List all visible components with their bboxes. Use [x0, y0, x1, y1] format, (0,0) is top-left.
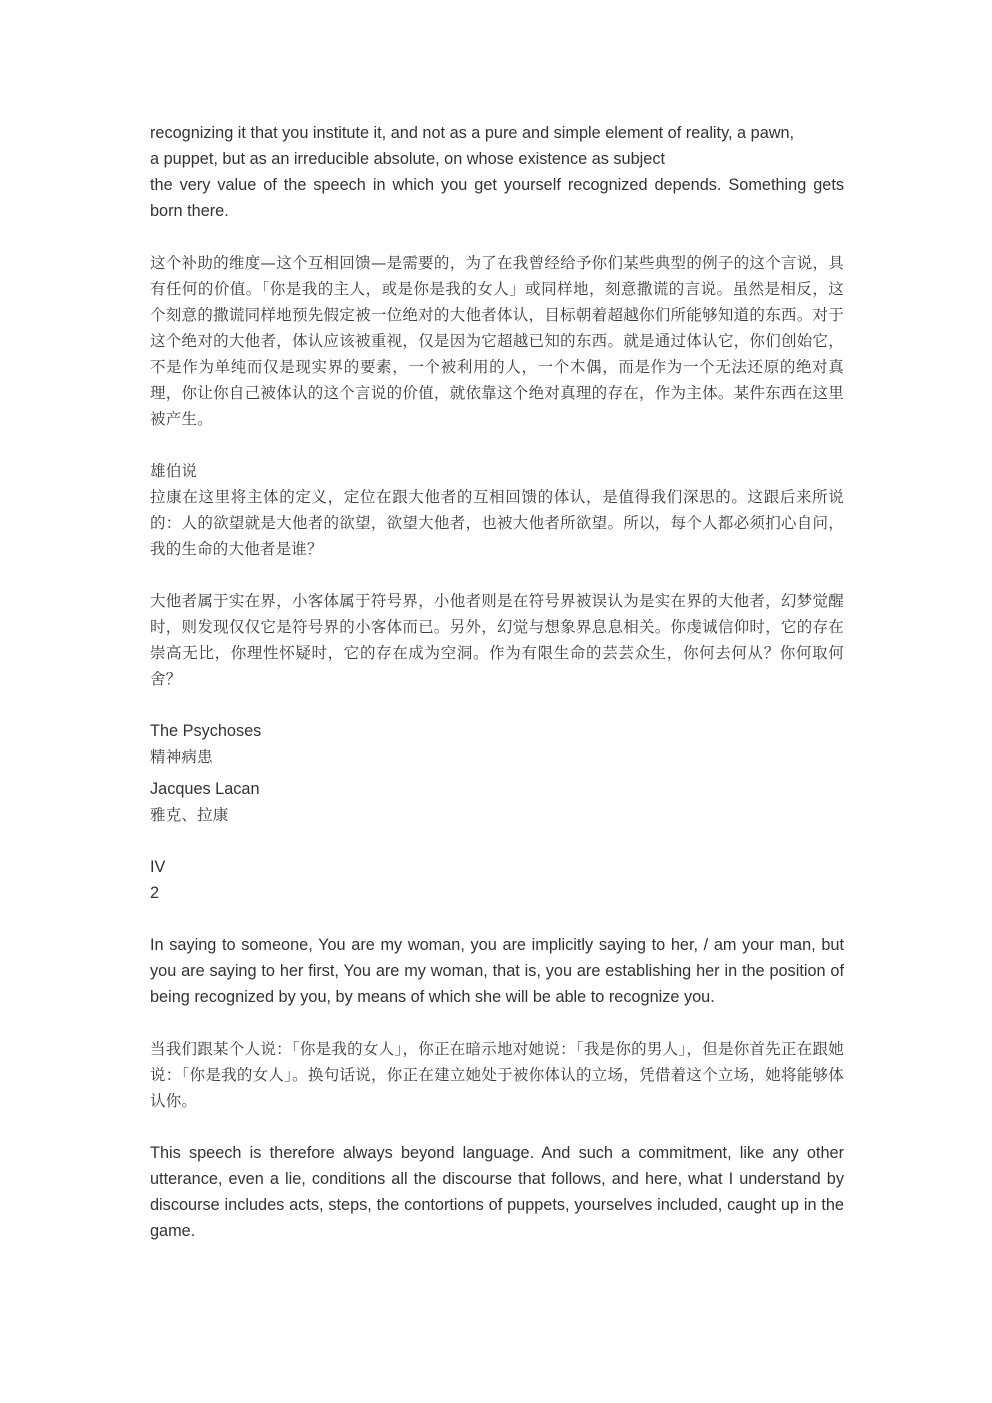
section-roman: IV	[150, 858, 166, 876]
spacer	[150, 692, 844, 718]
spacer	[150, 224, 844, 250]
author-en: Jacques Lacan	[150, 780, 260, 798]
section-marker	[150, 854, 844, 906]
spacer	[150, 432, 844, 458]
spacer	[150, 1114, 844, 1140]
paragraph-zh-3: 当我们跟某个人说：「你是我的女人」，你正在暗示地对她说：「我是你的男人」，但是你首先正在跟她说：「你是我的女人」。换句话说，你正在建立她处于被你体认的立场，凭借着这个立场，她将能够体认你。	[150, 1040, 844, 1110]
spacer	[150, 1010, 844, 1036]
spacer	[150, 562, 844, 588]
paragraph-en-1-line-1: recognizing it that you institute it, and not as a pure and simple element of reality, a pawn,	[150, 124, 795, 142]
paragraph-en-1-line-2: a puppet, but as an irreducible absolute, on whose existence as subject	[150, 150, 665, 168]
spacer	[150, 906, 844, 932]
commentary-body: 拉康在这里将主体的定义，定位在跟大他者的互相回馈的体认，是值得我们深思的。这跟后来所说的：人的欲望就是大他者的欲望，欲望大他者，也被大他者所欲望。所以，每个人都必须扪心自问，我的生命的大他者是谁？	[150, 488, 844, 558]
book-title-en: The Psychoses	[150, 722, 262, 740]
author-zh: 雅克、拉康	[150, 806, 229, 824]
commentary-block	[150, 458, 844, 562]
book-title-zh: 精神病患	[150, 748, 213, 766]
section-number: 2	[150, 884, 160, 902]
commentary-heading: 雄伯说	[150, 462, 198, 480]
paragraph-zh-1: 这个补助的维度—这个互相回馈—是需要的，为了在我曾经给予你们某些典型的例子的这个言说，具有任何的价值。「你是我的主人，或是你是我的女人」或同样地，刻意撒谎的言说。虽然是相反，这个刻意的撒谎同样地预先假定被一位绝对的大他者体认，目标朝着超越你们所能够知道的东西。对于这个绝对的大他者，体认应该被重视，仅是因为它超越已知的东西。就是通过体认它，你们创始它，不是作为单纯而仅是现实界的要素，一个被利用的人，一个木偶，而是作为一个无法还原的绝对真理，你让你自己被体认的这个言说的价值，就依靠这个绝对真理的存在，作为主体。某件东西在这里被产生。	[150, 254, 844, 428]
paragraph-zh-2: 大他者属于实在界，小客体属于符号界，小他者则是在符号界被误认为是实在界的大他者，幻梦觉醒时，则发现仅仅它是符号界的小客体而已。另外，幻觉与想象界息息相关。你虔诚信仰时，它的存在崇高无比，你理性怀疑时，它的存在成为空洞。作为有限生命的芸芸众生，你何去何从？你何取何舍？	[150, 592, 844, 688]
paragraph-en-2: In saying to someone, You are my woman, you are implicitly saying to her, / am your man, but you are saying to her first, You are my woman, that is, you are establishing her in the position of being recognized by you, by means of which she will be able to recognize you.	[150, 936, 844, 1006]
spacer	[150, 828, 844, 854]
document-page	[150, 120, 844, 1244]
paragraph-en-3: This speech is therefore always beyond language. And such a commitment, like any other utterance, even a lie, conditions all the discourse that follows, and here, what I understand by discourse includes acts, steps, the contortions of puppets, yourselves included, caught up in the game.	[150, 1144, 844, 1240]
paragraph-en-1	[150, 120, 844, 224]
paragraph-en-1-line-3: the very value of the speech in which you get yourself recognized depends. Something gets born there.	[150, 176, 844, 220]
title-block	[150, 718, 844, 828]
